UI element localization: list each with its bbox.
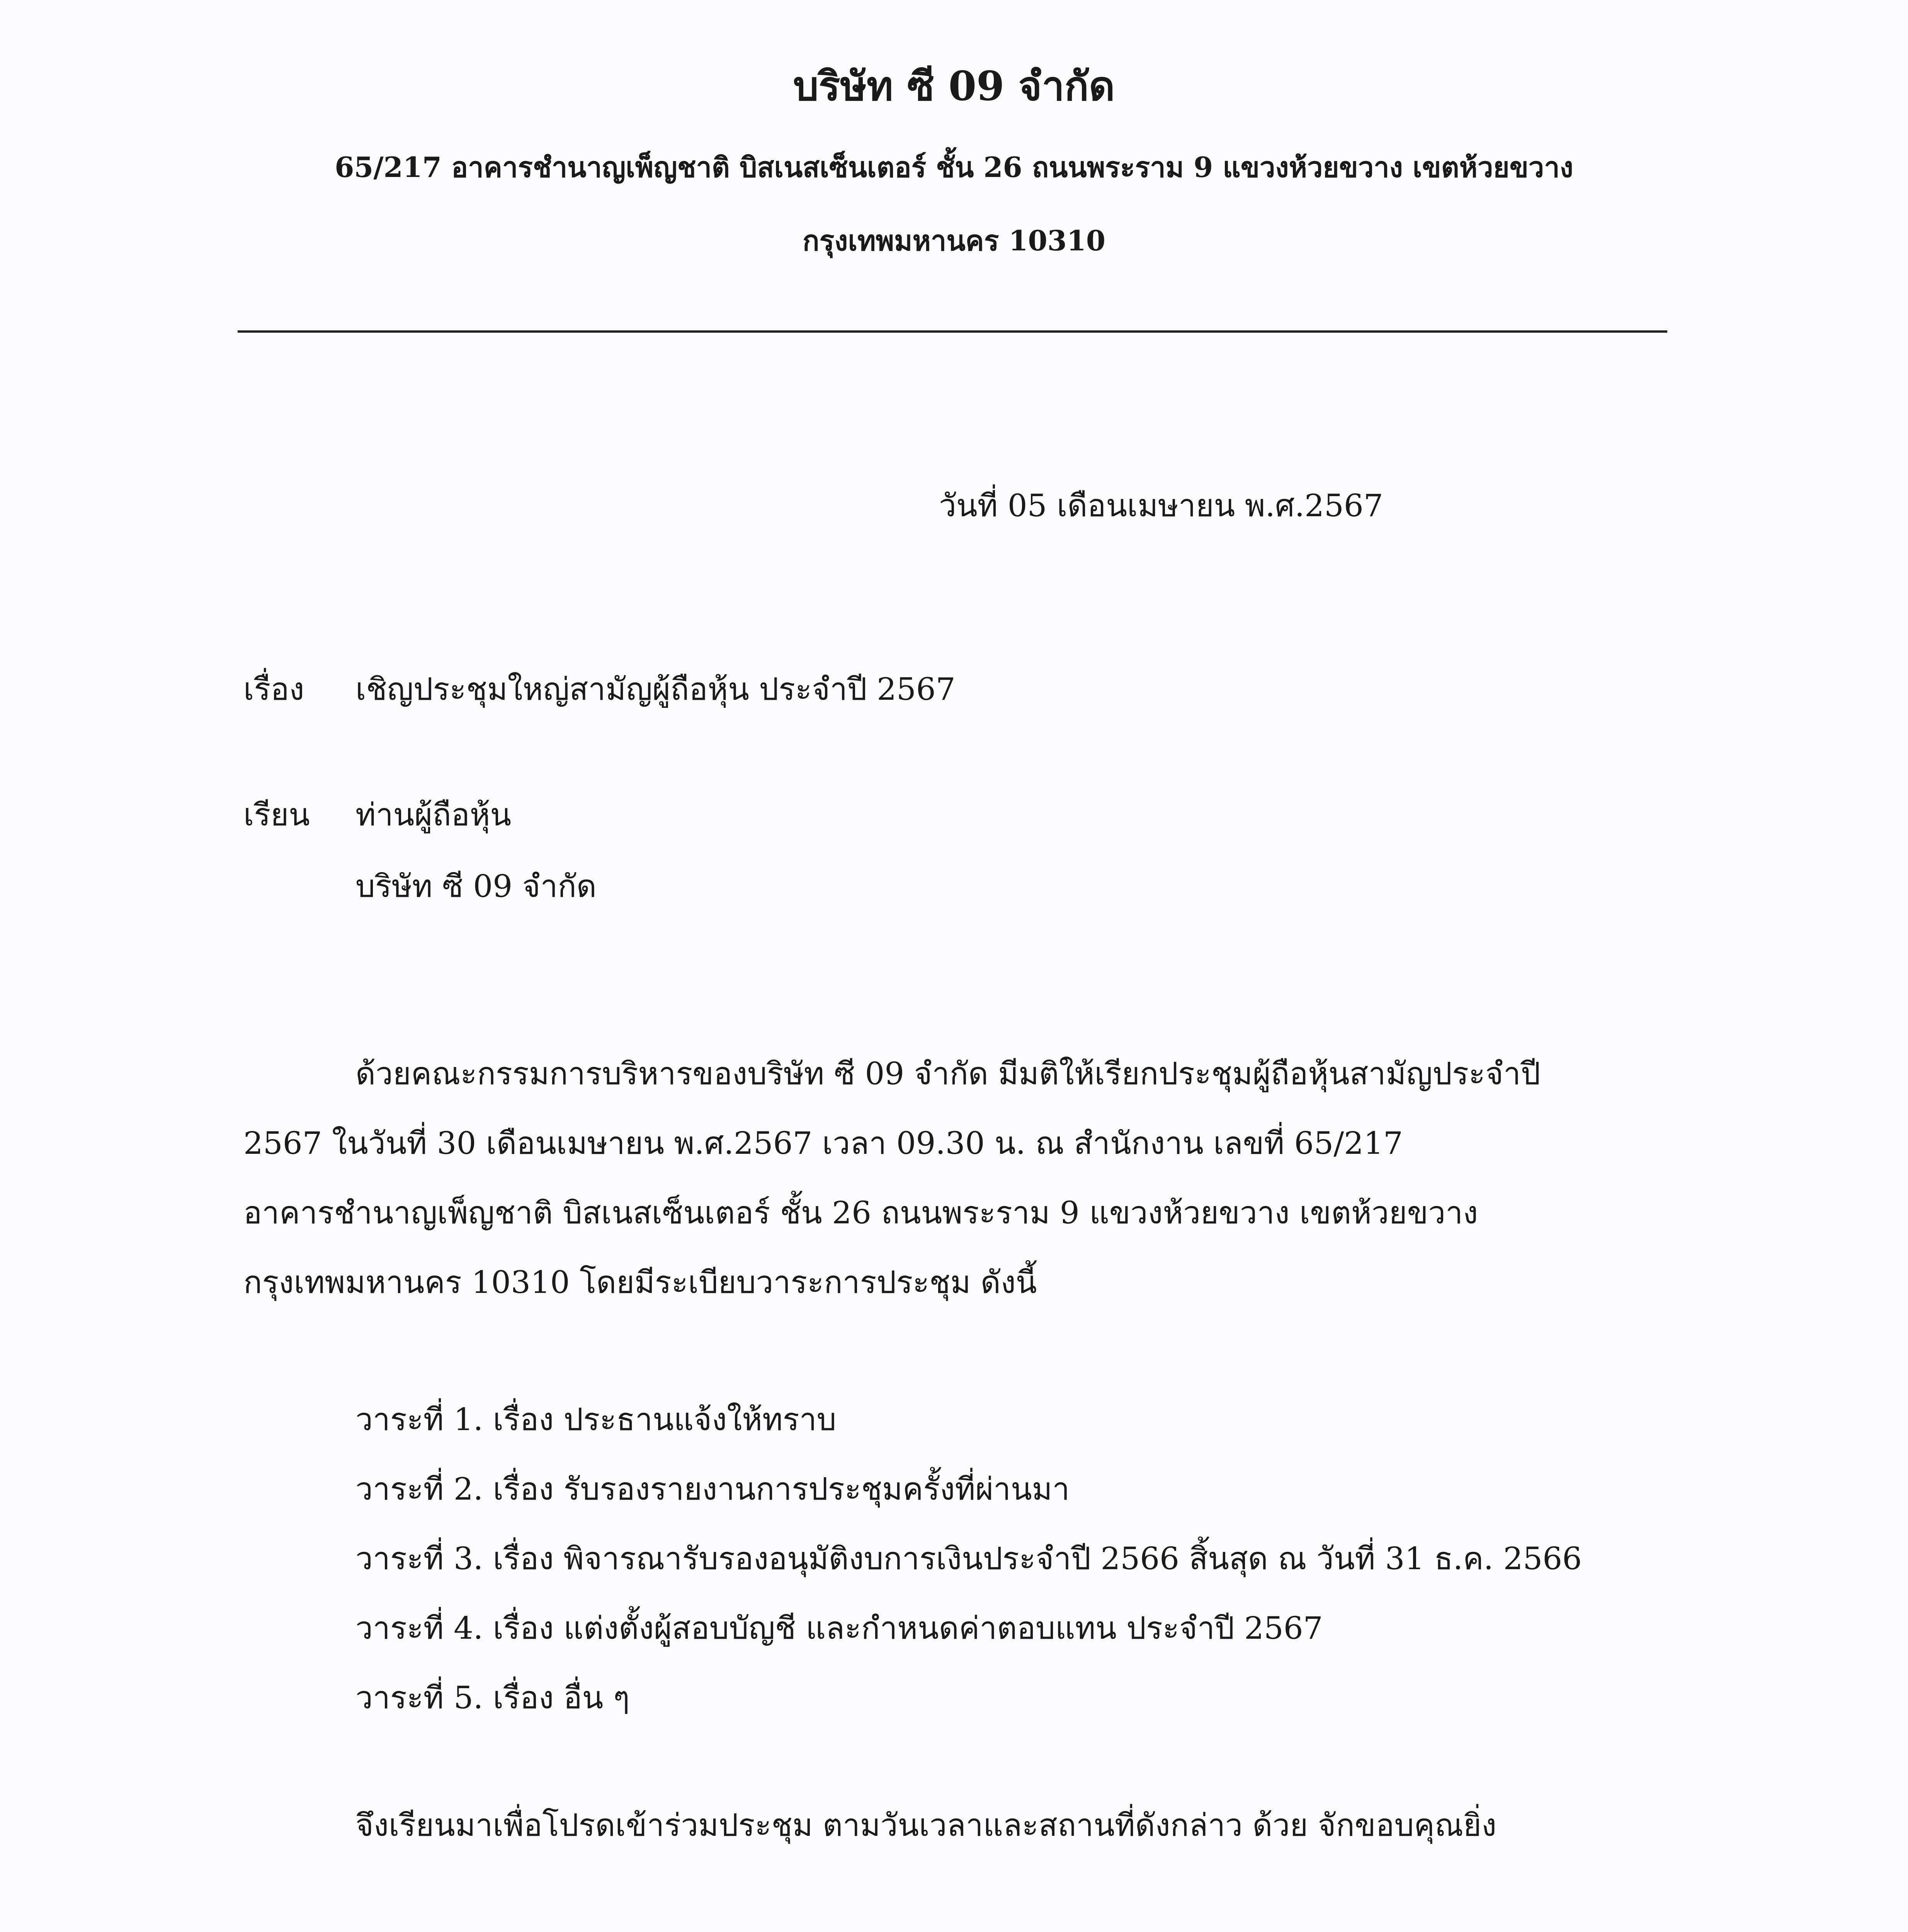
subject-text: เชิญประชุมใหญ่สามัญผู้ถือหุ้น ประจำปี 2567 — [355, 671, 956, 707]
agenda-item: วาระที่ 5. เรื่อง อื่น ๆ — [355, 1680, 630, 1716]
header-divider — [238, 330, 1667, 333]
recipient-line-1: ท่านผู้ถือหุ้น — [355, 797, 512, 833]
agenda-item: วาระที่ 1. เรื่อง ประธานแจ้งให้ทราบ — [355, 1401, 837, 1437]
company-address: 65/217 อาคารชำนาญเพ็ญชาติ บิสเนสเซ็นเตอร์ ชั้น 26 ถนนพระราม 9 แขวงห้วยขวาง เขตห้วยขวาง — [335, 151, 1573, 184]
company-name: บริษัท ซี 09 จำกัด — [793, 62, 1115, 110]
body-line-2: 2567 ในวันที่ 30 เดือนเมษายน พ.ศ.2567 เวลา 09.30 น. ณ สำนักงาน เลขที่ 65/217 — [243, 1125, 1403, 1161]
agenda-item: วาระที่ 4. เรื่อง แต่งตั้งผู้สอบบัญชี และกำหนดค่าตอบแทน ประจำปี 2567 — [355, 1610, 1323, 1646]
closing-text: จึงเรียนมาเพื่อโปรดเข้าร่วมประชุม ตามวันเวลาและสถานที่ดังกล่าว ด้วย จักขอบคุณยิ่ง — [355, 1807, 1497, 1843]
recipient-line-2: บริษัท ซี 09 จำกัด — [355, 868, 597, 904]
body-line-3: อาคารชำนาญเพ็ญชาติ บิสเนสเซ็นเตอร์ ชั้น 26 ถนนพระราม 9 แขวงห้วยขวาง เขตห้วยขวาง — [243, 1195, 1478, 1231]
subject-label: เรื่อง — [243, 671, 304, 707]
company-city: กรุงเทพมหานคร 10310 — [803, 224, 1105, 257]
date-line: วันที่ 05 เดือนเมษายน พ.ศ.2567 — [939, 488, 1383, 524]
body-line-1: ด้วยคณะกรรมการบริหารของบริษัท ซี 09 จำกัด มีมติให้เรียกประชุมผู้ถือหุ้นสามัญประจำปี — [355, 1056, 1541, 1092]
recipient-label: เรียน — [243, 797, 310, 833]
agenda-item: วาระที่ 3. เรื่อง พิจารณารับรองอนุมัติงบการเงินประจำปี 2566 สิ้นสุด ณ วันที่ 31 ธ.ค. 2566 — [355, 1541, 1582, 1577]
body-line-4: กรุงเทพมหานคร 10310 โดยมีระเบียบวาระการประชุม ดังนี้ — [243, 1264, 1037, 1300]
agenda-item: วาระที่ 2. เรื่อง รับรองรายงานการประชุมครั้งที่ผ่านมา — [355, 1471, 1070, 1507]
